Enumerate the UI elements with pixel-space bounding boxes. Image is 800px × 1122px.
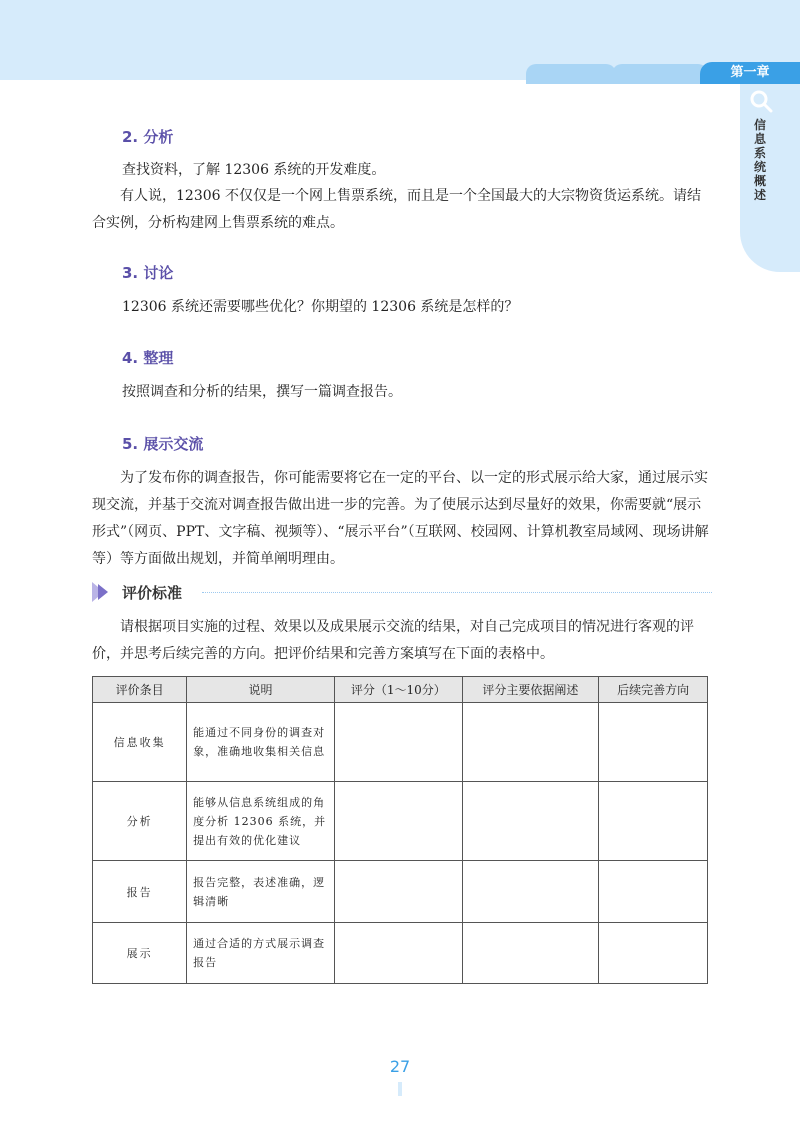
paragraph: 按照调查和分析的结果，撰写一篇调查报告。 (122, 384, 402, 400)
page-mark (398, 1082, 402, 1096)
magnifier-icon (748, 88, 774, 114)
basis-cell[interactable] (462, 861, 598, 923)
tab-decoration (612, 64, 708, 84)
chapter-side-title: 信息系统概述 (753, 118, 766, 202)
paragraph: 为了发布你的调查报告，你可能需要将它在一定的平台、以一定的形式展示给大家，通过展示实现交流，并基于交流对调查报告做出进一步的完善。为了使展示达到尽量好的效果，你需要就“展示形式”（网页、PPT、文字稿、视频等）、“展示平台”（互联网、校园网、计算机教室局域网、现场讲解等）等方面做出规划，并简单阐明理由。 (92, 470, 709, 567)
eval-description: 能够从信息系统组成的角度分析 12306 系统，并提出有效的优化建议 (187, 782, 335, 861)
table-row (93, 861, 708, 923)
section-heading-discussion: 3. 讨论 (122, 264, 174, 282)
basis-cell[interactable] (462, 782, 598, 861)
paragraph: 查找资料，了解 12306 系统的开发难度。 (122, 162, 386, 178)
column-header: 评价条目 (93, 677, 187, 703)
evaluation-header (92, 580, 712, 604)
column-header: 说明 (187, 677, 335, 703)
improvement-cell[interactable] (599, 703, 708, 782)
evaluation-intro: 请根据项目实施的过程、效果以及成果展示交流的结果，对自己完成项目的情况进行客观的评价，并思考后续完善的方向。把评价结果和完善方案填写在下面的表格中。 (92, 619, 694, 662)
page-number: 27 (389, 1057, 411, 1076)
improvement-cell[interactable] (599, 923, 708, 984)
table-header-row (93, 677, 708, 703)
arrow-icon (98, 584, 108, 600)
table-row (93, 923, 708, 984)
eval-description: 能通过不同身份的调查对象，准确地收集相关信息 (187, 703, 335, 782)
eval-description: 报告完整，表述准确，逻辑清晰 (187, 861, 335, 923)
paragraph: 有人说，12306 不仅仅是一个网上售票系统，而且是一个全国最大的大宗物资货运系统。请结合实例，分析构建网上售票系统的难点。 (92, 188, 701, 231)
evaluation-title: 评价标准 (122, 584, 183, 602)
score-cell[interactable] (334, 703, 462, 782)
section-heading-organize: 4. 整理 (122, 349, 174, 367)
column-header: 后续完善方向 (599, 677, 708, 703)
improvement-cell[interactable] (599, 782, 708, 861)
paragraph: 12306 系统还需要哪些优化？你期望的 12306 系统是怎样的？ (122, 299, 519, 315)
improvement-cell[interactable] (599, 861, 708, 923)
eval-item: 分析 (93, 782, 187, 861)
eval-description: 通过合适的方式展示调查报告 (187, 923, 335, 984)
eval-item: 展示 (93, 923, 187, 984)
eval-item: 报告 (93, 861, 187, 923)
basis-cell[interactable] (462, 923, 598, 984)
divider (202, 592, 712, 593)
table-row (93, 703, 708, 782)
chapter-tab: 第一章 (700, 62, 800, 84)
eval-item: 信息收集 (93, 703, 187, 782)
section-heading-present: 5. 展示交流 (122, 435, 204, 453)
score-cell[interactable] (334, 923, 462, 984)
table-row (93, 782, 708, 861)
basis-cell[interactable] (462, 703, 598, 782)
column-header: 评分（1～10分） (334, 677, 462, 703)
score-cell[interactable] (334, 861, 462, 923)
section-heading-analysis: 2. 分析 (122, 128, 174, 146)
tab-decoration (526, 64, 616, 84)
score-cell[interactable] (334, 782, 462, 861)
column-header: 评分主要依据阐述 (462, 677, 598, 703)
evaluation-table (92, 676, 708, 984)
